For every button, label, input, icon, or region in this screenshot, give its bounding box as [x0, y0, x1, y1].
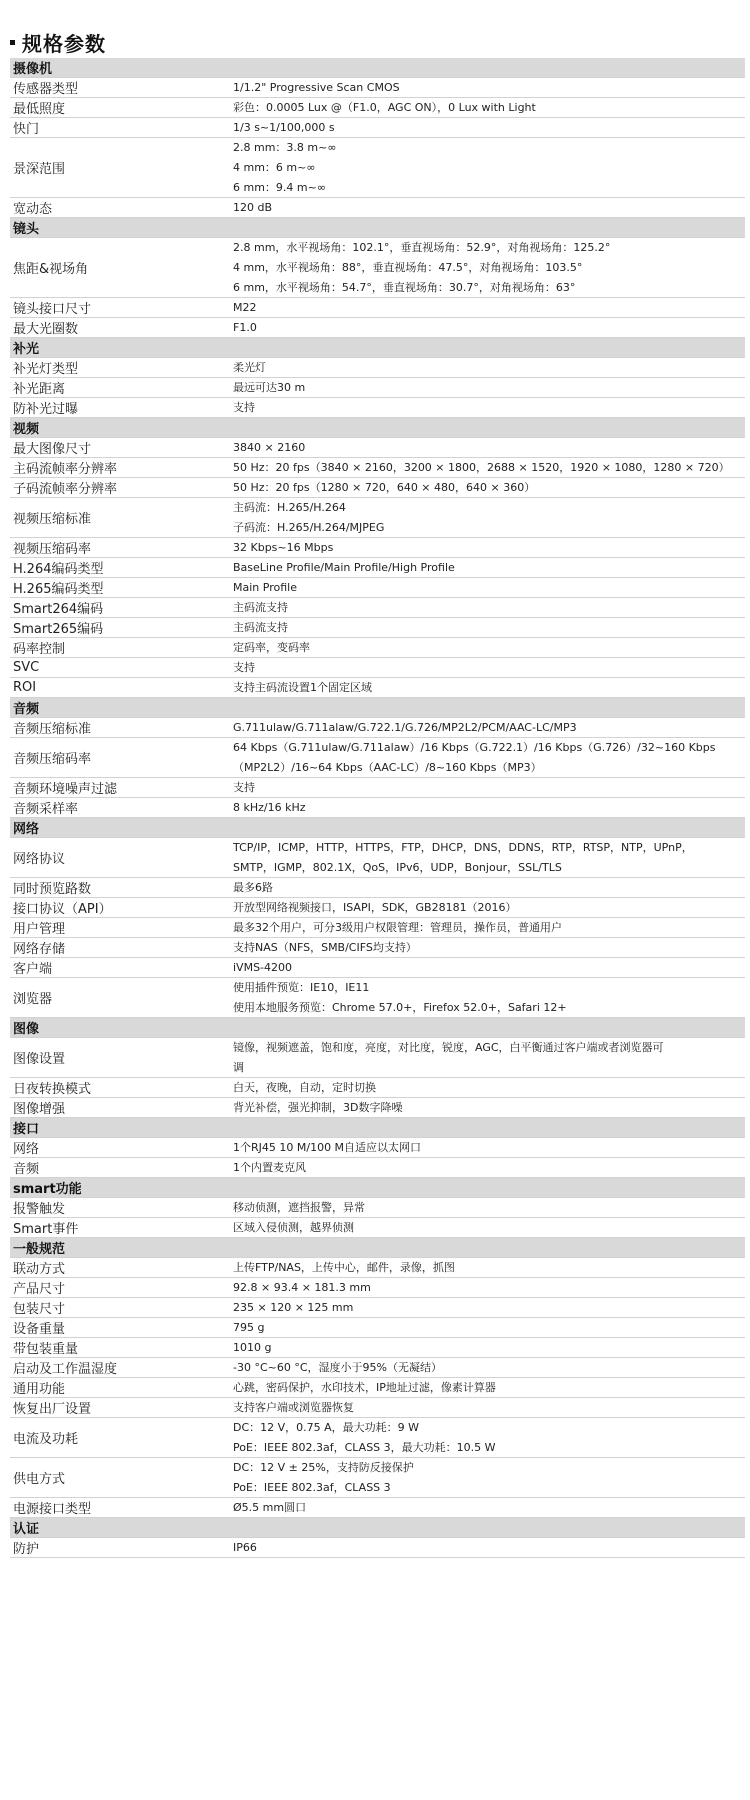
section-title: 接口 [13, 1122, 40, 1137]
spec-row [10, 78, 745, 98]
spec-value-line: M22 [233, 300, 257, 314]
spec-value-line: 50 Hz：20 fps（1280 × 720，640 × 480，640 × 360） [233, 480, 536, 494]
spec-label: 音频 [13, 1162, 40, 1177]
spec-label: 报警触发 [13, 1202, 66, 1217]
title-bullet-icon [10, 40, 15, 45]
spec-row [10, 538, 745, 558]
spec-label: 镜头接口尺寸 [13, 302, 92, 317]
spec-value-line: （MP2L2）/16~64 Kbps（AAC-LC）/8~160 Kbps（MP3） [233, 760, 542, 774]
spec-value [233, 398, 745, 417]
spec-value [233, 578, 745, 597]
spec-value-line: 心跳，密码保护，水印技术，IP地址过滤，像素计算器 [233, 1380, 496, 1394]
spec-label: 启动及工作温湿度 [13, 1362, 118, 1377]
section-header [10, 1238, 745, 1258]
spec-row [10, 1218, 745, 1238]
spec-value [233, 878, 745, 897]
spec-value-line: 移动侦测，遮挡报警，异常 [233, 1200, 365, 1214]
spec-value [233, 938, 745, 957]
spec-value-line: 6 mm：9.4 m~∞ [233, 180, 327, 194]
spec-label: 快门 [13, 122, 40, 137]
spec-value [233, 678, 745, 697]
spec-label: 宽动态 [13, 202, 53, 217]
section-title: 镜头 [13, 222, 40, 237]
spec-value-line: 64 Kbps（G.711ulaw/G.711alaw）/16 Kbps（G.722.1）/16 Kbps（G.726）/32~160 Kbps [233, 740, 716, 754]
spec-value [233, 238, 745, 297]
spec-label: 接口协议（API） [13, 902, 112, 917]
spec-row [10, 398, 745, 418]
spec-value [233, 318, 745, 337]
spec-row [10, 138, 745, 198]
spec-value-line: DC：12 V ± 25%，支持防反接保护 [233, 1460, 414, 1474]
spec-value-line: 1/1.2" Progressive Scan CMOS [233, 80, 400, 94]
spec-value [233, 1358, 745, 1377]
spec-value-line: 支持主码流设置1个固定区域 [233, 680, 372, 694]
spec-value-line: 2.8 mm，水平视场角：102.1°，垂直视场角：52.9°，对角视场角：125.2° [233, 240, 611, 254]
spec-label: 音频压缩标准 [13, 722, 92, 737]
spec-row [10, 1278, 745, 1298]
spec-label: 图像增强 [13, 1102, 66, 1117]
spec-value [233, 1278, 745, 1297]
spec-value [233, 1398, 745, 1417]
spec-value-line: 背光补偿，强光抑制，3D数字降噪 [233, 1100, 403, 1114]
spec-label: H.264编码类型 [13, 562, 104, 577]
spec-value-line: 1个RJ45 10 M/100 M自适应以太网口 [233, 1140, 422, 1154]
spec-value-line: TCP/IP，ICMP，HTTP，HTTPS，FTP，DHCP，DNS，DDNS，RTP，RTSP，NTP，UPnP， [233, 840, 693, 854]
spec-value-line: 白天，夜晚，自动，定时切换 [233, 1080, 376, 1094]
spec-value-line: PoE：IEEE 802.3af，CLASS 3 [233, 1480, 391, 1494]
spec-value [233, 1158, 745, 1177]
spec-value [233, 978, 745, 1017]
spec-label: SVC [13, 660, 40, 675]
section-title: 视频 [13, 422, 40, 437]
spec-label: 视频压缩码率 [13, 542, 92, 557]
spec-label: 音频采样率 [13, 802, 79, 817]
spec-label: 同时预览路数 [13, 882, 92, 897]
spec-value-line: 最远可达30 m [233, 380, 306, 394]
spec-value [233, 1498, 745, 1517]
spec-value [233, 1338, 745, 1357]
spec-row [10, 1138, 745, 1158]
spec-label: 主码流帧率分辨率 [13, 462, 118, 477]
spec-value-line: 8 kHz/16 kHz [233, 800, 306, 814]
section-title: 认证 [13, 1522, 40, 1537]
spec-row [10, 1378, 745, 1398]
spec-value-line: 镜像，视频遮盖，饱和度，亮度，对比度，锐度，AGC，白平衡通过客户端或者浏览器可 [233, 1040, 664, 1054]
spec-value [233, 778, 745, 797]
spec-value [233, 658, 745, 677]
spec-row [10, 1358, 745, 1378]
spec-label: 恢复出厂设置 [13, 1402, 92, 1417]
spec-label: 网络 [13, 1142, 40, 1157]
section-header [10, 1118, 745, 1138]
spec-label: 最低照度 [13, 102, 66, 117]
spec-value-line: 开放型网络视频接口，ISAPI，SDK，GB28181（2016） [233, 900, 517, 914]
spec-value-line: Main Profile [233, 580, 297, 594]
spec-value-line: 上传FTP/NAS，上传中心，邮件，录像，抓图 [233, 1260, 455, 1274]
section-header [10, 818, 745, 838]
spec-value-line: 3840 × 2160 [233, 440, 306, 454]
spec-value [233, 1378, 745, 1397]
spec-label: 通用功能 [13, 1382, 66, 1397]
spec-label: 音频压缩码率 [13, 752, 92, 767]
spec-value-line: 92.8 × 93.4 × 181.3 mm [233, 1280, 371, 1294]
spec-label: Smart事件 [13, 1222, 79, 1237]
spec-value [233, 78, 745, 97]
spec-label: 补光灯类型 [13, 362, 79, 377]
spec-value-line: 支持 [233, 400, 255, 414]
spec-row [10, 738, 745, 778]
spec-value-line: DC：12 V，0.75 A，最大功耗：9 W [233, 1420, 420, 1434]
spec-label: 码率控制 [13, 642, 66, 657]
spec-row [10, 478, 745, 498]
spec-value [233, 1078, 745, 1097]
spec-value-line: 主码流支持 [233, 600, 288, 614]
spec-row [10, 878, 745, 898]
spec-label: 电源接口类型 [13, 1502, 92, 1517]
spec-value [233, 358, 745, 377]
section-header [10, 1018, 745, 1038]
spec-label: ROI [13, 680, 37, 695]
spec-row [10, 838, 745, 878]
spec-value [233, 898, 745, 917]
spec-label: 网络存储 [13, 942, 66, 957]
spec-value-line: 子码流：H.265/H.264/MJPEG [233, 520, 385, 534]
spec-value-line: 1/3 s~1/100,000 s [233, 120, 335, 134]
spec-row [10, 1198, 745, 1218]
spec-table [10, 58, 745, 1558]
spec-label: 视频压缩标准 [13, 512, 92, 527]
spec-row [10, 598, 745, 618]
spec-row [10, 1498, 745, 1518]
spec-label: 子码流帧率分辨率 [13, 482, 118, 497]
spec-value-line: 32 Kbps~16 Mbps [233, 540, 334, 554]
spec-label: 网络协议 [13, 852, 66, 867]
spec-label: 最大光圈数 [13, 322, 79, 337]
spec-value-line: IP66 [233, 1540, 257, 1554]
section-title: 摄像机 [13, 62, 53, 77]
spec-value-line: 1个内置麦克风 [233, 1160, 306, 1174]
spec-label: 电流及功耗 [13, 1432, 79, 1447]
spec-value-line: 最多32个用户，可分3级用户权限管理：管理员，操作员，普通用户 [233, 920, 562, 934]
spec-value [233, 638, 745, 657]
spec-row [10, 918, 745, 938]
spec-value [233, 438, 745, 457]
spec-value-line: 支持 [233, 780, 255, 794]
spec-row [10, 118, 745, 138]
spec-row [10, 238, 745, 298]
spec-row [10, 898, 745, 918]
spec-row [10, 1538, 745, 1558]
spec-row [10, 798, 745, 818]
section-header [10, 1178, 745, 1198]
spec-value [233, 118, 745, 137]
spec-value [233, 1138, 745, 1157]
section-header [10, 1518, 745, 1538]
spec-value-line: 支持客户端或浏览器恢复 [233, 1400, 354, 1414]
spec-value [233, 1538, 745, 1557]
section-header [10, 698, 745, 718]
spec-value [233, 1418, 745, 1457]
spec-row [10, 618, 745, 638]
spec-value-line: 支持 [233, 660, 255, 674]
spec-value [233, 458, 745, 477]
spec-row [10, 778, 745, 798]
spec-row [10, 938, 745, 958]
spec-value [233, 1458, 745, 1497]
spec-row [10, 1318, 745, 1338]
spec-value [233, 498, 745, 537]
spec-label: Smart265编码 [13, 622, 104, 637]
spec-value-line: 使用插件预览：IE10，IE11 [233, 980, 370, 994]
spec-row [10, 358, 745, 378]
section-title: smart功能 [13, 1182, 82, 1197]
spec-value-line: Ø5.5 mm圆口 [233, 1500, 307, 1514]
spec-row [10, 498, 745, 538]
spec-value [233, 538, 745, 557]
spec-label: 图像设置 [13, 1052, 66, 1067]
spec-row [10, 958, 745, 978]
spec-value-line: PoE：IEEE 802.3af，CLASS 3，最大功耗：10.5 W [233, 1440, 496, 1454]
spec-row [10, 458, 745, 478]
spec-row [10, 298, 745, 318]
section-header [10, 418, 745, 438]
spec-value [233, 618, 745, 637]
spec-row [10, 1098, 745, 1118]
spec-value-line: 795 g [233, 1320, 265, 1334]
section-title: 补光 [13, 342, 40, 357]
spec-value-line: 2.8 mm：3.8 m~∞ [233, 140, 337, 154]
spec-value-line: 4 mm，水平视场角：88°，垂直视场角：47.5°，对角视场角：103.5° [233, 260, 583, 274]
spec-row [10, 98, 745, 118]
spec-value-line: 调 [233, 1060, 244, 1074]
spec-value [233, 598, 745, 617]
spec-row [10, 1398, 745, 1418]
spec-value [233, 558, 745, 577]
spec-value-line: 定码率，变码率 [233, 640, 310, 654]
spec-label: 最大图像尺寸 [13, 442, 92, 457]
spec-label: 焦距&视场角 [13, 262, 89, 277]
section-title: 图像 [13, 1022, 40, 1037]
page-title-text: 规格参数 [22, 32, 106, 56]
spec-label: 产品尺寸 [13, 1282, 66, 1297]
spec-label: 客户端 [13, 962, 53, 977]
spec-value [233, 958, 745, 977]
spec-row [10, 438, 745, 458]
spec-value-line: 使用本地服务预览：Chrome 57.0+，Firefox 52.0+，Safari 12+ [233, 1000, 567, 1014]
spec-value [233, 838, 745, 877]
spec-label: 景深范围 [13, 162, 66, 177]
spec-value-line: 柔光灯 [233, 360, 266, 374]
section-header [10, 58, 745, 78]
spec-value-line: 主码流支持 [233, 620, 288, 634]
spec-value-line: iVMS-4200 [233, 960, 293, 974]
spec-row [10, 578, 745, 598]
spec-row [10, 378, 745, 398]
spec-value [233, 138, 745, 197]
spec-value [233, 1198, 745, 1217]
spec-label: 传感器类型 [13, 82, 79, 97]
spec-value-line: G.711ulaw/G.711alaw/G.722.1/G.726/MP2L2/PCM/AAC-LC/MP3 [233, 720, 577, 734]
spec-row [10, 658, 745, 678]
spec-label: 设备重量 [13, 1322, 66, 1337]
spec-value-line: 235 × 120 × 125 mm [233, 1300, 354, 1314]
section-header [10, 218, 745, 238]
spec-value [233, 1218, 745, 1237]
spec-value [233, 1258, 745, 1277]
spec-value [233, 478, 745, 497]
spec-label: 音频环境噪声过滤 [13, 782, 118, 797]
spec-label: 带包装重量 [13, 1342, 79, 1357]
spec-value [233, 298, 745, 317]
spec-row [10, 1338, 745, 1358]
section-header [10, 338, 745, 358]
spec-value-line: -30 °C~60 °C，湿度小于95%（无凝结） [233, 1360, 442, 1374]
spec-row [10, 678, 745, 698]
section-title: 一般规范 [13, 1242, 66, 1257]
spec-label: 供电方式 [13, 1472, 66, 1487]
spec-row [10, 1078, 745, 1098]
spec-row [10, 1158, 745, 1178]
spec-label: 补光距离 [13, 382, 66, 397]
spec-value-line: 50 Hz：20 fps（3840 × 2160，3200 × 1800，2688 × 1520，1920 × 1080，1280 × 720） [233, 460, 730, 474]
spec-value-line: 支持NAS（NFS，SMB/CIFS均支持） [233, 940, 417, 954]
spec-value [233, 1298, 745, 1317]
spec-value [233, 98, 745, 117]
spec-row [10, 718, 745, 738]
spec-row [10, 1298, 745, 1318]
spec-label: 防护 [13, 1542, 40, 1557]
spec-value [233, 718, 745, 737]
spec-row [10, 198, 745, 218]
spec-value [233, 198, 745, 217]
spec-row [10, 318, 745, 338]
spec-label: 包装尺寸 [13, 1302, 66, 1317]
spec-value-line: 4 mm：6 m~∞ [233, 160, 316, 174]
spec-value-line: 120 dB [233, 200, 273, 214]
spec-value-line: 主码流：H.265/H.264 [233, 500, 346, 514]
page-title [10, 28, 106, 57]
spec-value-line: 区域入侵侦测，越界侦测 [233, 1220, 354, 1234]
spec-value [233, 378, 745, 397]
spec-value [233, 1318, 745, 1337]
spec-value [233, 798, 745, 817]
spec-label: 联动方式 [13, 1262, 66, 1277]
spec-value-line: BaseLine Profile/Main Profile/High Profile [233, 560, 455, 574]
spec-value [233, 738, 745, 777]
spec-value [233, 918, 745, 937]
spec-value-line: 6 mm，水平视场角：54.7°，垂直视场角：30.7°，对角视场角：63° [233, 280, 576, 294]
spec-label: 防补光过曝 [13, 402, 79, 417]
spec-row [10, 1458, 745, 1498]
spec-row [10, 558, 745, 578]
spec-label: Smart264编码 [13, 602, 104, 617]
spec-value-line: F1.0 [233, 320, 257, 334]
spec-label: 日夜转换模式 [13, 1082, 92, 1097]
section-title: 网络 [13, 822, 40, 837]
spec-value-line: 最多6路 [233, 880, 273, 894]
spec-value-line: 1010 g [233, 1340, 272, 1354]
spec-value [233, 1098, 745, 1117]
spec-row [10, 638, 745, 658]
spec-row [10, 1038, 745, 1078]
spec-value [233, 1038, 745, 1077]
spec-label: 用户管理 [13, 922, 66, 937]
spec-row [10, 1258, 745, 1278]
spec-value-line: SMTP，IGMP，802.1X，QoS，IPv6，UDP，Bonjour，SSL/TLS [233, 860, 562, 874]
spec-row [10, 1418, 745, 1458]
spec-label: H.265编码类型 [13, 582, 104, 597]
spec-label: 浏览器 [13, 992, 53, 1007]
spec-row [10, 978, 745, 1018]
section-title: 音频 [13, 702, 40, 717]
spec-value-line: 彩色：0.0005 Lux @（F1.0，AGC ON），0 Lux with Light [233, 100, 536, 114]
